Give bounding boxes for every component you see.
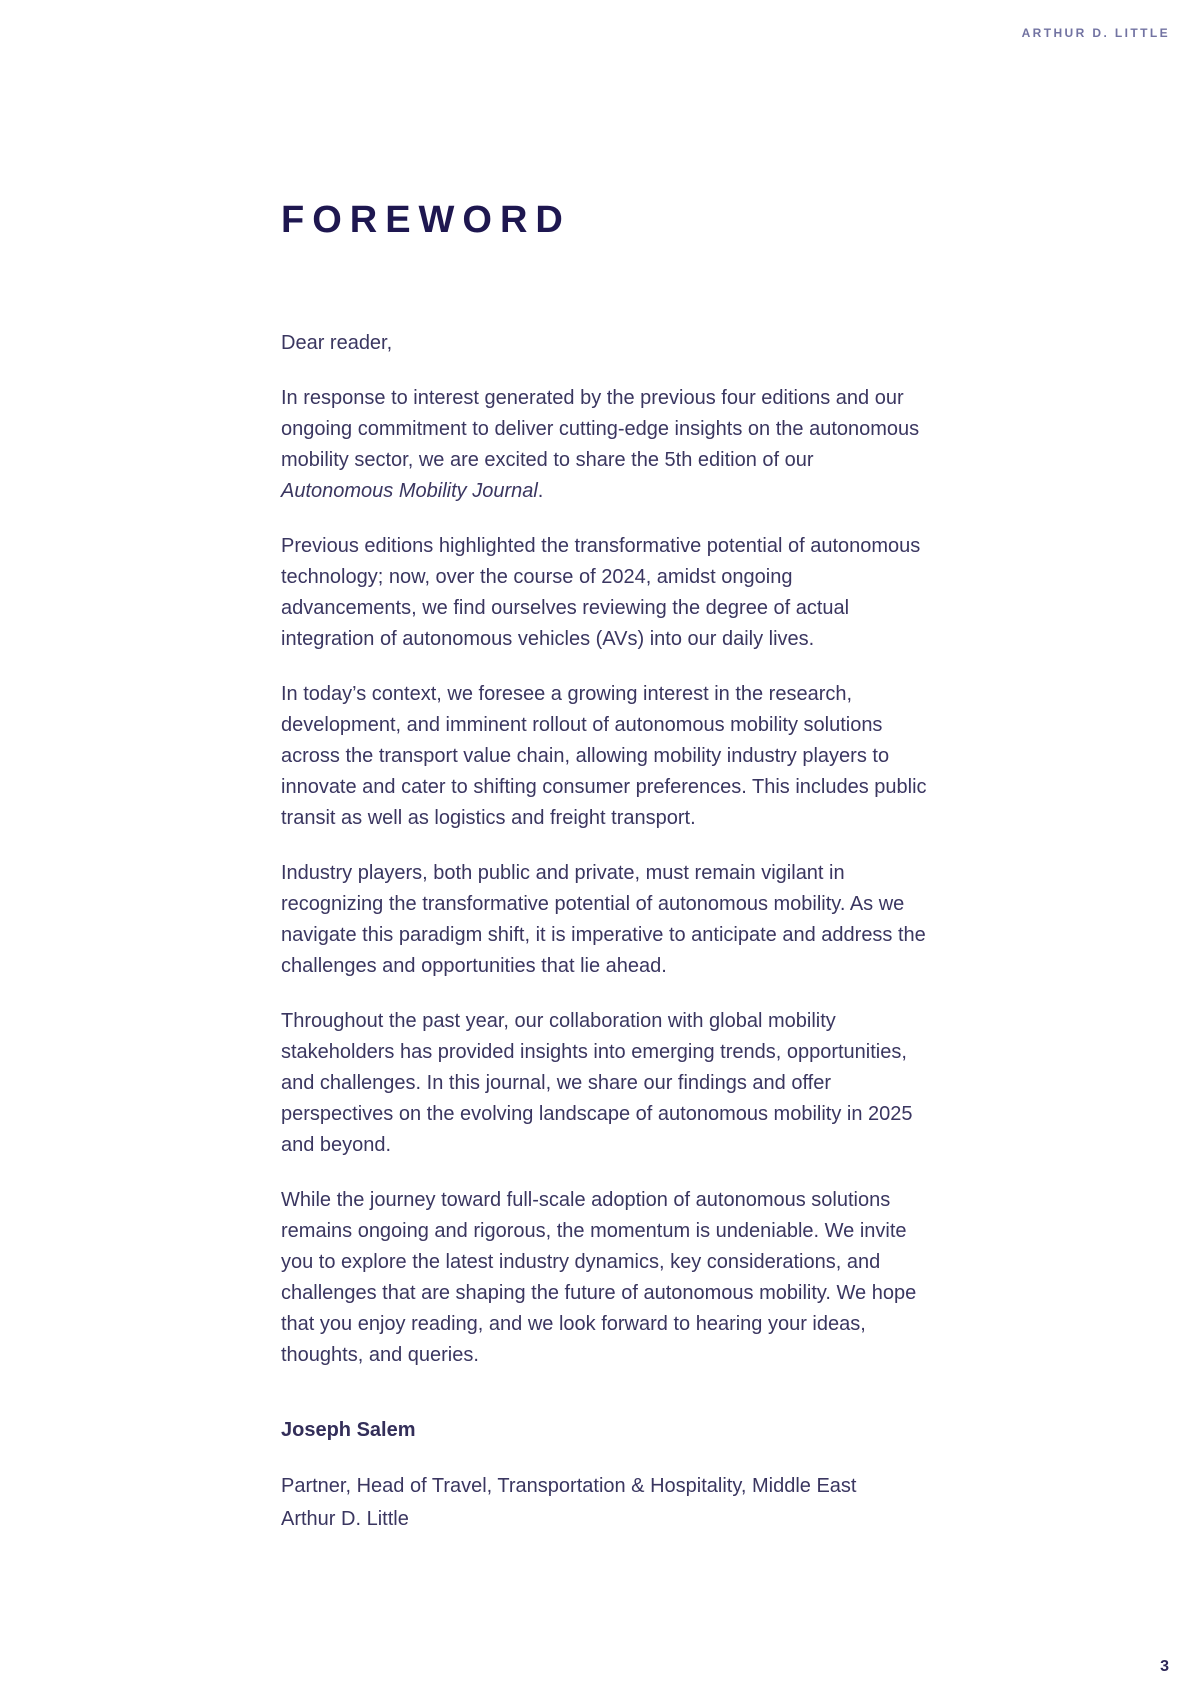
arthur-d-little-logo: ARTHUR D. LITTLE (1021, 26, 1170, 40)
page-title: FOREWORD (281, 199, 571, 241)
journal-name-italic: Autonomous Mobility Journal (281, 480, 538, 502)
paragraph-1-lead: In response to interest generated by the previous four editions and our ongoing commitment to deliver cutting-edge insights on the autonomous mobility sector, we are excited to share the 5th edition of our (281, 387, 920, 471)
paragraph-1 (281, 383, 929, 507)
paragraph-6: While the journey toward full-scale adoption of autonomous solutions remains ongoing and rigorous, the momentum is undeniable. We invite you to explore the latest industry dynamics, key considerations, and challenges that are shaping the future of autonomous mobility. We hope that you enjoy reading, and we look forward to hearing your ideas, thoughts, and queries. (281, 1189, 917, 1366)
paragraph-5: Throughout the past year, our collaboration with global mobility stakeholders has provided insights into emerging trends, opportunities, and challenges. In this journal, we share our findings and offer perspectives on the evolving landscape of autonomous mobility in 2025 and beyond. (281, 1010, 913, 1156)
signature-company: Arthur D. Little (281, 1508, 409, 1530)
paragraph-2: Previous editions highlighted the transformative potential of autonomous technology; now, over the course of 2024, amidst ongoing advancements, we find ourselves reviewing the degree of actual integration of autonomous vehicles (AVs) into our daily lives. (281, 535, 921, 650)
signature-role: Partner, Head of Travel, Transportation & Hospitality, Middle East (281, 1475, 857, 1497)
paragraph-4: Industry players, both public and private, must remain vigilant in recognizing the transformative potential of autonomous mobility. As we navigate this paradigm shift, it is imperative to anticipate and address the challenges and opportunities that lie ahead. (281, 862, 926, 977)
signature-name: Joseph Salem (281, 1419, 416, 1441)
paragraph-3: In today’s context, we foresee a growing interest in the research, development, and imminent rollout of autonomous mobility solutions across the transport value chain, allowing mobility industry players to innovate and cater to shifting consumer preferences. This includes public transit as well as logistics and freight transport. (281, 683, 927, 829)
foreword-content (281, 198, 929, 1560)
salutation: Dear reader, (281, 332, 393, 354)
paragraph-1-tail: . (537, 480, 544, 502)
signature-role-block (281, 1470, 929, 1536)
page-number: 3 (1160, 1658, 1169, 1675)
